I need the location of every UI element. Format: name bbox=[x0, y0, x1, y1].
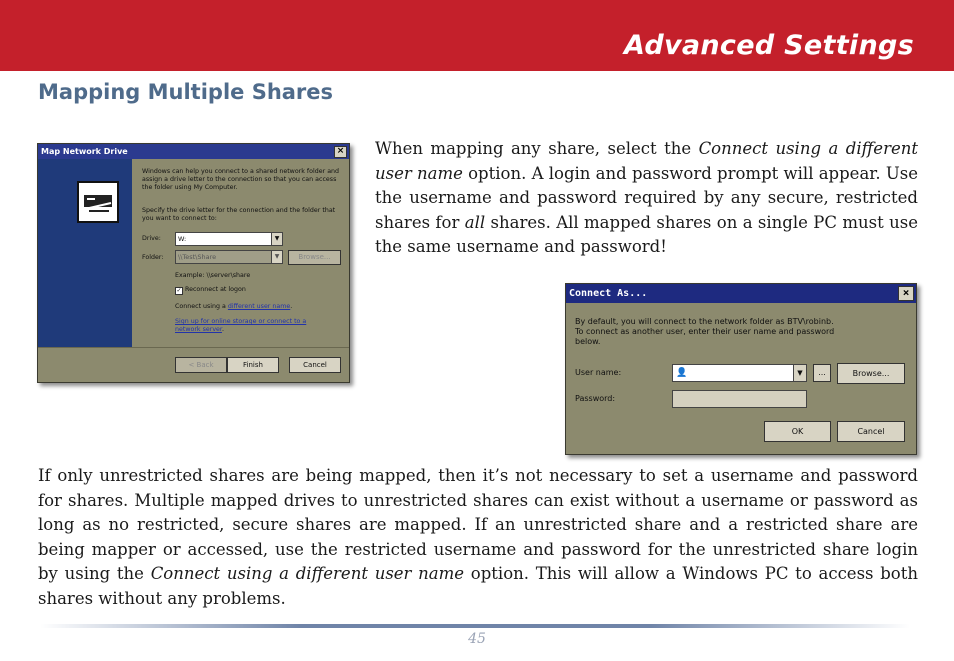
intro-text: Windows can help you connect to a shared network folder and assign a drive letter to the connection so that you can access the folder using My Computer. bbox=[142, 168, 340, 191]
folder-input[interactable] bbox=[175, 250, 283, 264]
cancel-button[interactable]: Cancel bbox=[289, 357, 341, 373]
signup-link[interactable]: Sign up for online storage or connect to a network server bbox=[175, 318, 307, 333]
chevron-down-icon[interactable]: ▼ bbox=[793, 365, 806, 381]
paragraph-1-em2: all bbox=[464, 212, 486, 232]
chevron-down-icon[interactable]: ▼ bbox=[271, 233, 282, 245]
page-number: 45 bbox=[468, 631, 486, 647]
section-title: Mapping Multiple Shares bbox=[38, 80, 334, 104]
paragraph-1-a: When mapping any share, select the bbox=[375, 139, 699, 158]
paragraph-1-c: shares. All mapped shares on a single PC must use the same username and password! bbox=[375, 212, 918, 256]
banner-title: Advanced Settings bbox=[623, 30, 914, 61]
example-text: Example: \\server\share bbox=[175, 272, 251, 279]
drive-label: Drive: bbox=[142, 235, 161, 242]
browse-button[interactable]: Browse... bbox=[288, 250, 341, 265]
drive-select[interactable] bbox=[175, 232, 283, 246]
paragraph-2-b: option. This will allow a Windows PC to access both shares without any problems. bbox=[38, 564, 919, 608]
dialog-title: Connect As... bbox=[569, 288, 648, 299]
specify-text: Specify the drive letter for the connection and the folder that you want to connect to: bbox=[142, 207, 336, 222]
map-network-drive-dialog bbox=[37, 143, 350, 383]
password-label: Password: bbox=[575, 394, 616, 403]
drive-value: W: bbox=[178, 235, 187, 243]
connect-as-dialog bbox=[565, 283, 917, 455]
signup-line bbox=[175, 318, 325, 334]
finish-button[interactable]: Finish bbox=[227, 357, 279, 373]
dialog-title-bar bbox=[566, 284, 916, 303]
paragraph-2-a: If only unrestricted shares are being mapped, then it’s not necessary to set a username and password for shares. Multiple mapped drives to unrestricted shares can exist without a username or password as long as no restricted, secure shares are mapped. If an unrestricted share and a restricted share are being mapper or accessed, use the restricted username and password for the unrestricted share login by using the bbox=[38, 466, 918, 583]
network-drive-icon bbox=[77, 181, 119, 223]
password-input[interactable] bbox=[672, 390, 807, 408]
paragraph-1-em: Connect using a different user name bbox=[375, 139, 918, 183]
folder-label: Folder: bbox=[142, 254, 164, 261]
connect-using-line bbox=[175, 303, 345, 311]
network-drive-illustration bbox=[38, 159, 132, 347]
browse-button[interactable]: Browse... bbox=[837, 363, 905, 384]
folder-value: \\Test\Share bbox=[178, 253, 217, 261]
paragraph-2 bbox=[38, 464, 918, 611]
chevron-down-icon[interactable]: ▼ bbox=[271, 251, 282, 263]
dialog-title-bar bbox=[38, 144, 349, 159]
user-icon: 👤 bbox=[676, 368, 688, 378]
more-button[interactable]: ... bbox=[813, 364, 831, 382]
connect-using-end: . bbox=[290, 303, 293, 310]
cancel-button[interactable]: Cancel bbox=[837, 421, 905, 442]
reconnect-label: Reconnect at logon bbox=[185, 286, 246, 293]
connect-using-text: Connect using a bbox=[175, 303, 228, 310]
signup-end: . bbox=[221, 326, 224, 333]
back-button[interactable]: < Back bbox=[175, 357, 227, 373]
ok-button[interactable]: OK bbox=[764, 421, 831, 442]
footer-divider bbox=[40, 624, 910, 628]
username-input[interactable] bbox=[672, 364, 807, 382]
close-icon[interactable]: × bbox=[334, 146, 347, 158]
header-banner bbox=[0, 0, 954, 71]
divider bbox=[38, 347, 349, 348]
close-icon[interactable]: × bbox=[898, 286, 914, 301]
dialog-title: Map Network Drive bbox=[41, 147, 128, 156]
reconnect-checkbox[interactable]: ✓ bbox=[176, 287, 182, 294]
paragraph-1-b: option. A login and password prompt will appear. Use the username and password required by any secure, restricted shares for bbox=[375, 163, 918, 232]
paragraph-1 bbox=[375, 137, 918, 260]
paragraph-2-em: Connect using a different user name bbox=[150, 564, 465, 583]
username-label: User name: bbox=[575, 368, 622, 377]
intro-text: By default, you will connect to the network folder as BTV\robinb. To connect as another user, enter their user name and password below. bbox=[575, 317, 835, 346]
different-user-name-link[interactable]: different user name bbox=[227, 303, 291, 310]
